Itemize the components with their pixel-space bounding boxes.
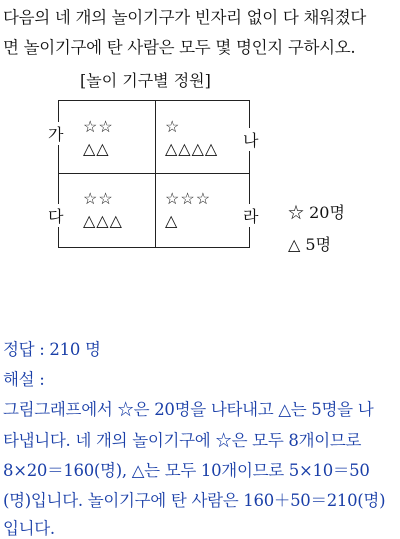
legend-triangle: △ 5명 bbox=[288, 235, 332, 254]
explanation-line-2: 타냅니다. 네 개의 놀이기구에 ☆은 모두 8개이므로 bbox=[3, 431, 362, 450]
question-line-1: 다음의 네 개의 놀이기구가 빈자리 없이 다 채워졌다 bbox=[3, 8, 367, 27]
figure-caption: [놀이 기구별 정원] bbox=[80, 71, 211, 90]
cell-label-na: 나 bbox=[241, 128, 260, 151]
cell-na-stars: ☆ bbox=[165, 117, 181, 136]
legend-star: ☆ 20명 bbox=[288, 203, 345, 222]
cell-da-triangles: △△△ bbox=[83, 211, 123, 230]
cell-ga-triangles: △△ bbox=[83, 139, 110, 158]
cell-label-ga: 가 bbox=[46, 122, 65, 145]
cell-da-stars: ☆☆ bbox=[83, 189, 114, 208]
grid-horizontal-divider bbox=[59, 173, 249, 174]
explanation-heading: 해설 : bbox=[3, 370, 45, 389]
cell-ra-stars: ☆☆☆ bbox=[165, 189, 212, 208]
cell-ga-stars: ☆☆ bbox=[83, 117, 114, 136]
answer-value: 정답 : 210 명 bbox=[3, 340, 101, 359]
pictograph-grid bbox=[58, 100, 250, 248]
cell-label-ra: 라 bbox=[241, 204, 260, 227]
explanation-line-3: 8×20＝160(명), △는 모두 10개이므로 5×10＝50 bbox=[3, 461, 370, 480]
cell-na-triangles: △△△△ bbox=[165, 139, 219, 158]
explanation-line-5: 입니다. bbox=[3, 519, 55, 538]
explanation-line-1: 그림그래프에서 ☆은 20명을 나타내고 △는 5명을 나 bbox=[3, 400, 374, 419]
cell-label-da: 다 bbox=[46, 204, 65, 227]
explanation-line-4: (명)입니다. 놀이기구에 탄 사람은 160＋50＝210(명) bbox=[3, 491, 386, 510]
cell-ra-triangles: △ bbox=[165, 211, 179, 230]
question-line-2: 면 놀이기구에 탄 사람은 모두 몇 명인지 구하시오. bbox=[3, 38, 356, 57]
grid-vertical-divider bbox=[155, 101, 156, 247]
